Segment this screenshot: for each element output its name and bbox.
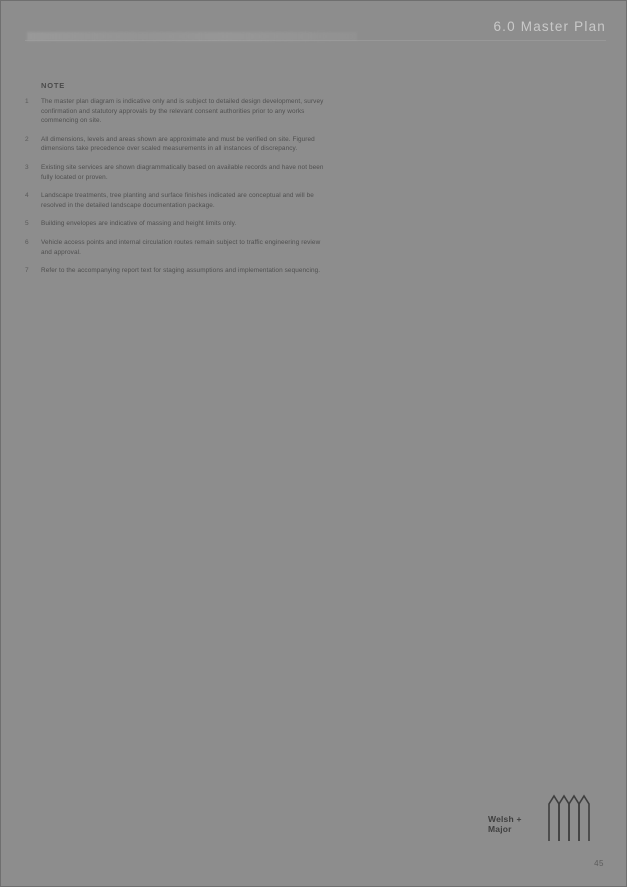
notes-block [25, 81, 325, 285]
note-marker: 7 [25, 267, 29, 275]
footer-logo [488, 792, 598, 844]
page-number: 45 [594, 859, 604, 868]
list-item [25, 266, 325, 276]
list-item [25, 219, 325, 229]
logo-line-1: Welsh + [488, 814, 522, 824]
welsh-major-zigzag-mark-icon [546, 794, 592, 842]
note-marker: 4 [25, 192, 29, 200]
header-divider [25, 40, 606, 41]
list-item [25, 191, 325, 210]
notes-heading: NOTE [41, 81, 66, 90]
list-item [25, 135, 325, 154]
page-header [1, 19, 627, 49]
logo-wordmark [488, 815, 522, 834]
note-marker: 1 [25, 98, 29, 105]
list-item [25, 163, 325, 182]
note-marker: 2 [25, 135, 29, 143]
note-text: Vehicle access points and internal circulation routes remain subject to traffic engineering review and approval. [41, 238, 321, 256]
note-marker: 6 [25, 238, 29, 246]
note-text: Building envelopes are indicative of massing and height limits only. [41, 220, 237, 228]
page-title: 6.0 Master Plan [493, 19, 606, 34]
list-item [25, 238, 325, 257]
note-marker: 5 [25, 220, 29, 228]
list-item [25, 97, 325, 126]
logo-line-2: Major [488, 823, 512, 834]
note-text: Existing site services are shown diagrammatically based on available records and have not been fully located or proven. [41, 163, 324, 181]
note-text: Refer to the accompanying report text for staging assumptions and implementation sequencing. [41, 267, 321, 275]
note-text: The master plan diagram is indicative only and is subject to detailed design development, survey confirmation and statutory approvals by the relevant consent authorities prior to any works commencing on site. [41, 98, 324, 125]
note-text: Landscape treatments, tree planting and surface finishes indicated are conceptual and will be resolved in the detailed landscape documentation package. [41, 192, 314, 209]
note-marker: 3 [25, 163, 29, 171]
note-text: All dimensions, levels and areas shown are approximate and must be verified on site. Figured dimensions take precedence over scaled measurements in all instances of discrepancy. [41, 135, 315, 153]
